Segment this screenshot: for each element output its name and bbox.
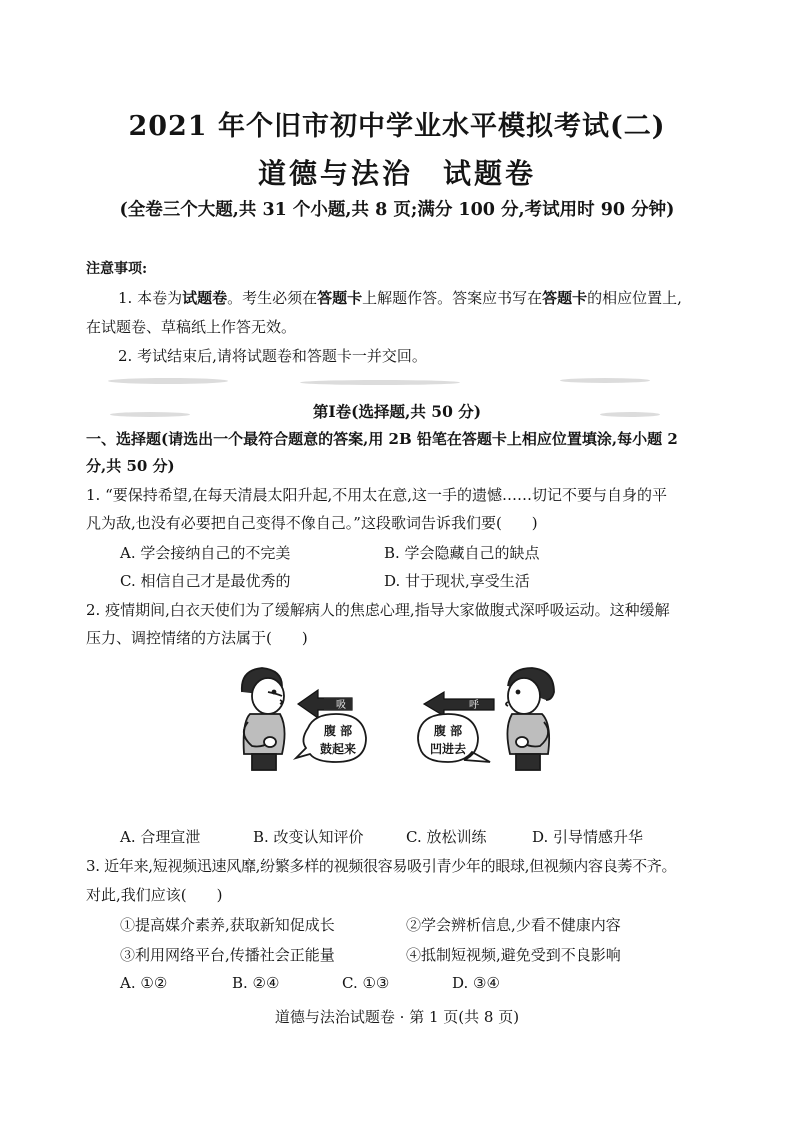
notice-item-2: 2. 考试结束后,请将试题卷和答题卡一并交回。 (118, 347, 427, 365)
notice-item-1: 1. 本卷为试题卷。考生必须在答题卡上解题作答。答案应书写在答题卡的相应位置上, (118, 289, 682, 307)
question-3-option-a: A. ①② (120, 974, 168, 992)
question-1-option-c: C. 相信自己才是最优秀的 (120, 572, 291, 590)
breathing-illustration (228, 662, 568, 782)
question-3-statement-3: ③利用网络平台,传播社会正能量 (120, 946, 335, 964)
notice-heading: 注意事项: (86, 261, 148, 277)
question-2-stem-2: 压力、调控情绪的方法属于( ) (86, 629, 308, 647)
right-bubble-line1: 腹 部 (433, 724, 463, 738)
paper-title (0, 152, 794, 192)
question-2-stem-1: 2. 疫情期间,白衣天使们为了缓解病人的焦虑心理,指导大家做腹式深呼吸运动。这种缓解 (86, 601, 670, 619)
exam-subtitle: (全卷三个大题,共 31 个小题,共 8 页;满分 100 分,考试用时 90 分钟) (119, 200, 675, 220)
question-1-option-b: B. 学会隐藏自己的缺点 (384, 544, 540, 562)
left-bubble-line1: 腹 部 (323, 724, 353, 738)
question-3-stem-1: 3. 近年来,短视频迅速风靡,纷繁多样的视频很容易吸引青少年的眼球,但视频内容良莠不齐。 (86, 857, 677, 875)
question-1-stem-1: 1. “要保持希望,在每天清晨太阳升起,不用太在意,这一手的遗憾……切记不要与自身的平 (86, 486, 668, 504)
question-1-option-d: D. 甘于现状,享受生活 (384, 572, 530, 590)
section-instructions-1: 一、选择题(请选出一个最符合题意的答案,用 2B 铅笔在答题卡上相应位置填涂,每小题 2 (86, 430, 678, 448)
question-2-option-c: C. 放松训练 (406, 828, 487, 846)
question-2-option-b: B. 改变认知评价 (253, 828, 364, 846)
notice-item-1-cont: 在试题卷、草稿纸上作答无效。 (86, 318, 297, 336)
question-3-statement-2: ②学会辨析信息,少看不健康内容 (406, 916, 621, 934)
question-1-option-a: A. 学会接纳自己的不完美 (120, 544, 291, 562)
question-3-option-d: D. ③④ (452, 974, 500, 992)
inhaling-person-figure (242, 668, 285, 770)
right-bubble-line2: 凹进去 (429, 742, 467, 756)
question-3-statement-4: ④抵制短视频,避免受到不良影响 (406, 946, 621, 964)
question-3-statement-1: ①提高媒介素养,获取新知促成长 (120, 916, 335, 934)
exam-title: 2021 年个旧市初中学业水平模拟考试(二) (128, 111, 666, 142)
section-heading: 第Ⅰ卷(选择题,共 50 分) (312, 402, 482, 421)
question-3-option-c: C. ①③ (342, 974, 390, 992)
exhale-arrow-icon (424, 692, 494, 716)
page-footer: 道德与法治试题卷 · 第 1 页(共 8 页) (274, 1008, 520, 1026)
left-bubble-line2: 鼓起来 (319, 742, 357, 756)
section-instructions-2: 分,共 50 分) (86, 457, 175, 475)
paper-type: 试题卷 (443, 157, 537, 190)
question-3-stem-2: 对此,我们应该( ) (86, 886, 223, 904)
question-2-option-d: D. 引导情感升华 (532, 828, 644, 846)
question-2-option-a: A. 合理宣泄 (120, 828, 201, 846)
inhale-arrow-label: 吸 (336, 700, 346, 711)
exhaling-person-figure (506, 668, 554, 770)
question-3-option-b: B. ②④ (232, 974, 280, 992)
exhale-arrow-label: 呼 (469, 700, 479, 711)
question-1-stem-2: 凡为敌,也没有必要把自己变得不像自己。”这段歌词告诉我们要( ) (86, 514, 538, 532)
subject-name: 道德与法治 (257, 157, 413, 190)
